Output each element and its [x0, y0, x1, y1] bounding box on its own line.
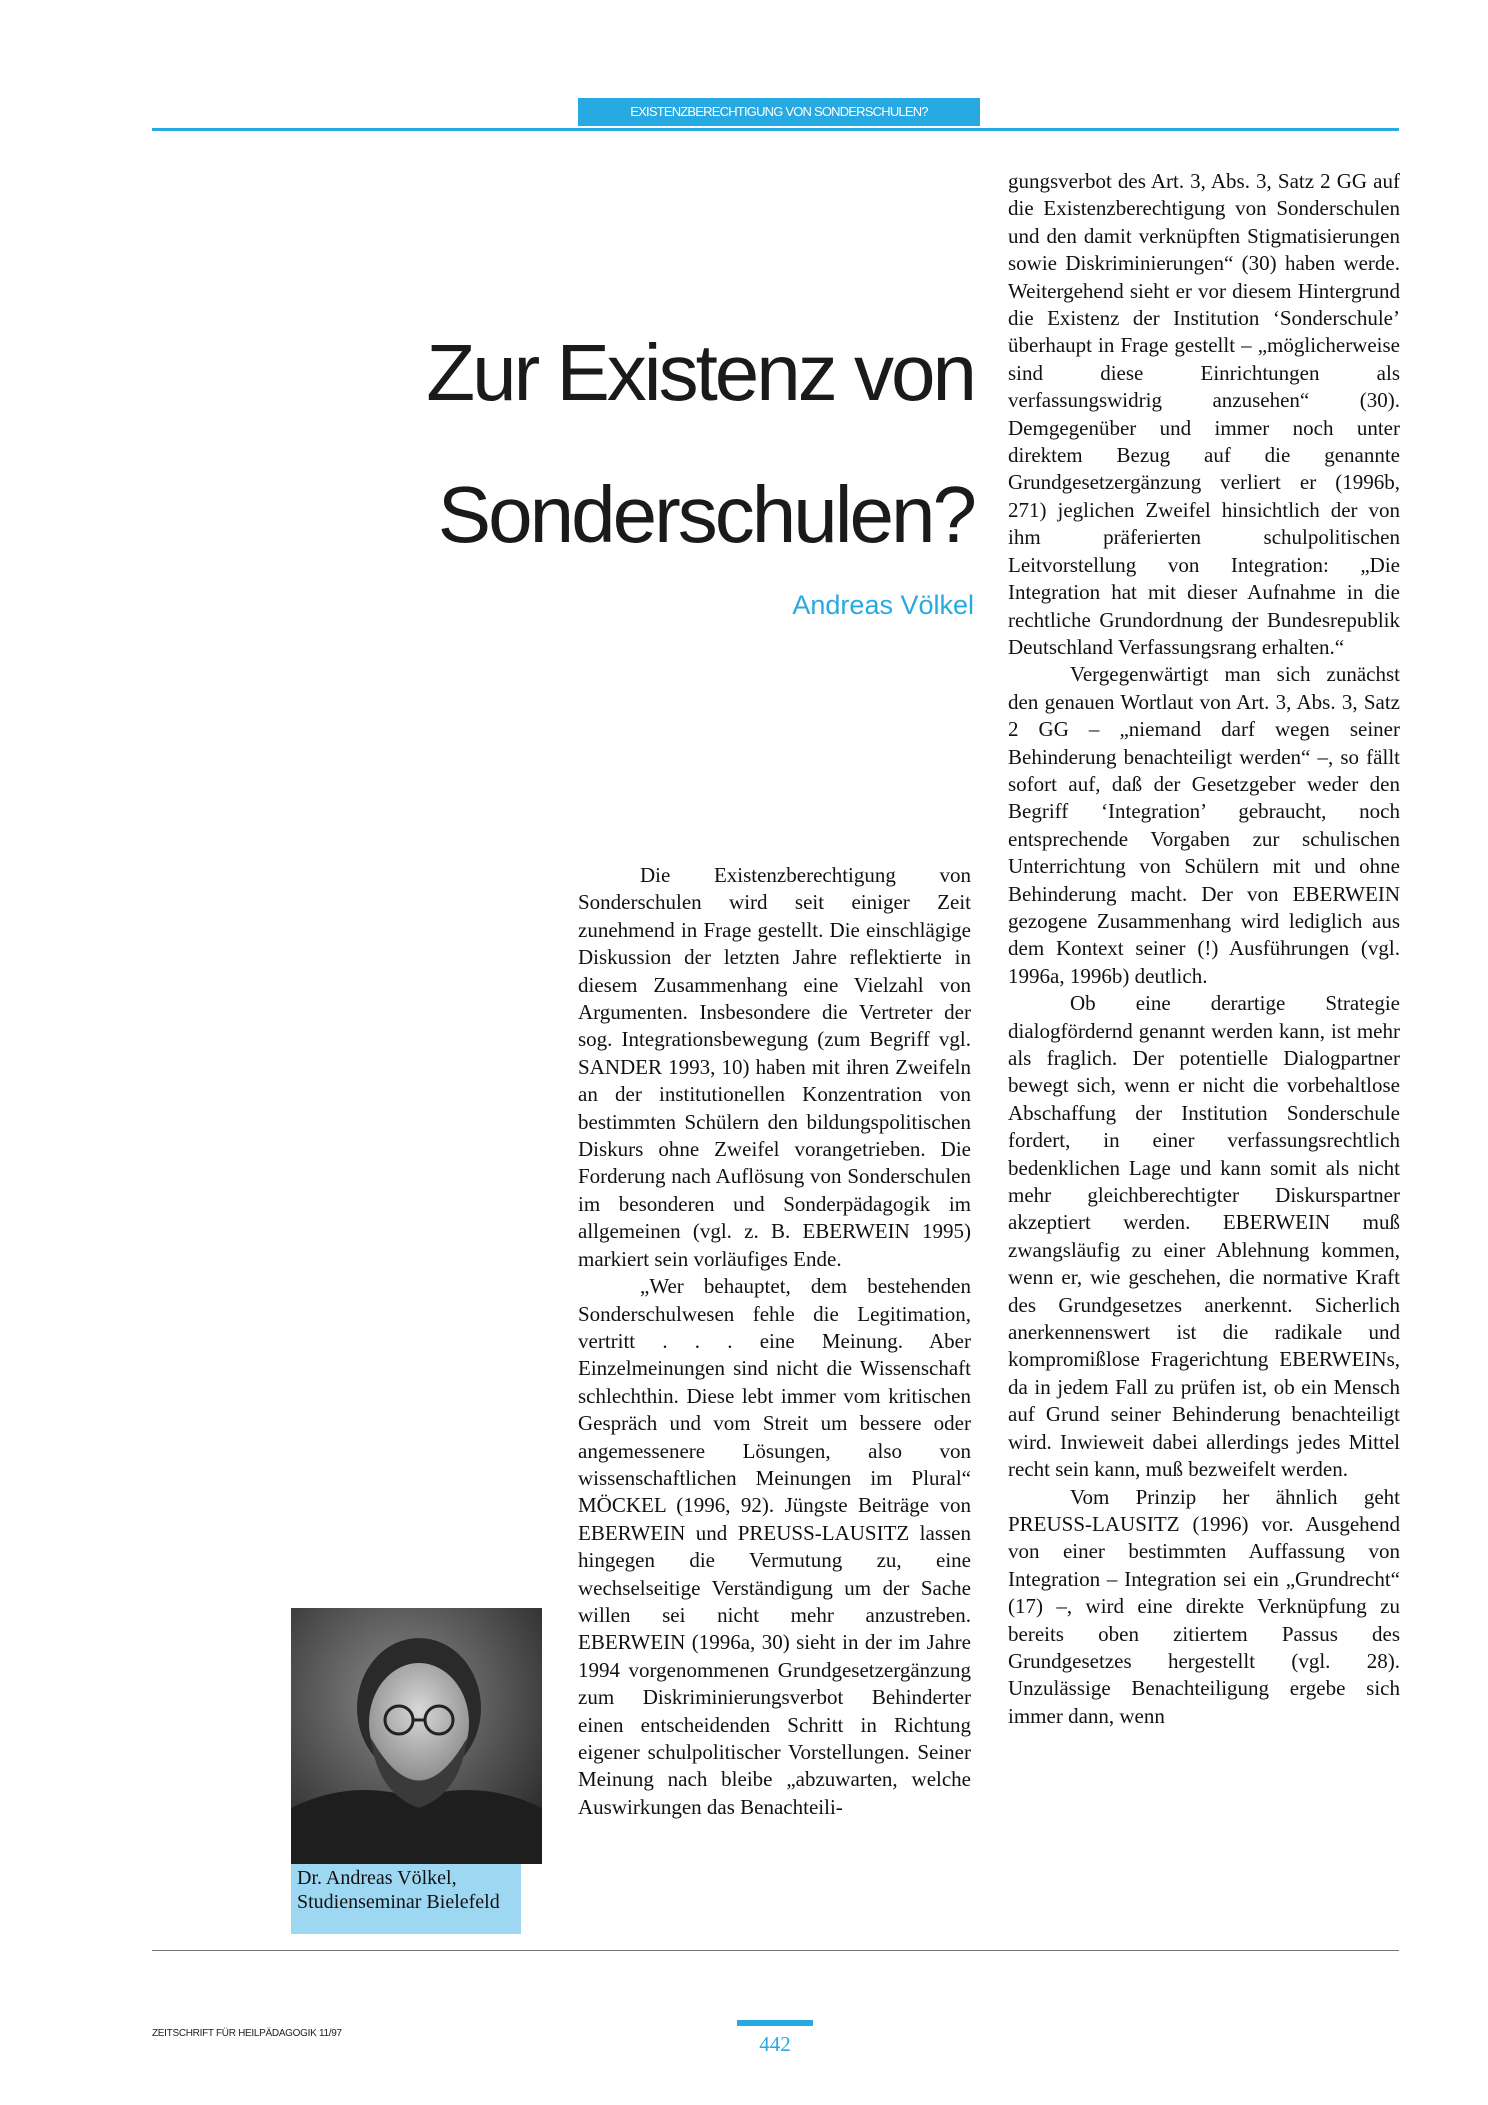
author-name: Andreas Völkel	[792, 590, 974, 620]
paragraph: Die Existenzberechtigung von Sonderschulen wird seit einiger Zeit zunehmend in Frage gestellt. Die einschlägige Diskussion der letzten Jahre reflektierte in diesem Zusammenhang eine Vielzahl von Argumenten. Insbesondere die Vertreter der sog. Integrationsbewegung (zum Begriff vgl. SANDER 1993, 10) haben mit ihren Zweifeln an der institutionellen Konzentration von bestimmten Schülern den bildungspolitischen Diskurs ohne Zweifel vorangetrieben. Die Forderung nach Auflösung von Sonderschulen im besonderen und Sonderpädagogik im allgemeinen (vgl. z. B. EBERWEIN 1995) markiert sein vorläufiges Ende.	[578, 863, 971, 1271]
caption-line-2: Studienseminar Bielefeld	[297, 1891, 500, 1913]
author-photo	[291, 1608, 542, 1864]
article-title	[200, 302, 974, 586]
running-header: EXISTENZBERECHTIGUNG VON SONDERSCHULEN?	[578, 98, 980, 126]
page-number: 442	[759, 2032, 791, 2056]
title-line-2: Sonderschulen?	[437, 470, 974, 559]
column-middle	[578, 862, 971, 1821]
paragraph: Vergegenwärtigt man sich zunächst den genauen Wortlaut von Art. 3, Abs. 3, Satz 2 GG – „niemand darf wegen seiner Behinderung benachteiligt werden“ –, so fällt sofort auf, daß der Gesetzgeber weder den Begriff ‘Integration’ gebraucht, noch entsprechende Vorgaben zur schulischen Unterrichtung von Schülern mit und ohne Behinderung macht. Der von EBERWEIN gezogene Zusammenhang wird lediglich aus dem Kontext seiner (!) Ausführungen (vgl. 1996a, 1996b) deutlich.	[1008, 662, 1400, 988]
page-number-bar	[737, 2020, 813, 2026]
footer-rule	[152, 1950, 1399, 1951]
paragraph: Ob eine derartige Strategie dialogfördernd genannt werden kann, ist mehr als fraglich. Der potentielle Dialogpartner bewegt sich, wenn er nicht die vorbehaltlose Abschaffung der Institution Sonderschule fordert, in einer verfassungsrechtlich bedenklichen Lage und kann somit als nicht mehr gleichberechtigter Diskurspartner akzeptiert werden. EBERWEIN muß zwangsläufig zu einer Ablehnung kommen, wenn er, wie geschehen, die normative Kraft des Grundgesetzes anerkennt. Sicherlich anerkennenswert ist die radikale und kompromißlose Fragerichtung EBERWEINs, da in jedem Fall zu prüfen ist, ob ein Mensch auf Grund seiner Behinderung benachteiligt wird. Inwieweit dabei allerdings jedes Mittel recht sein kann, muß bezweifelt werden.	[1008, 991, 1400, 1482]
paragraph: „Wer behauptet, dem bestehenden Sonderschulwesen fehle die Legitimation, vertritt . . . eine Meinung. Aber Einzelmeinungen sind nicht die Wissenschaft schlechthin. Diese lebt immer vom kritischen Gespräch und vom Streit um bessere oder angemessenere Lösungen, also von wissenschaftlichen Meinungen im Plural“ MÖCKEL (1996, 92). Jüngste Beiträge von EBERWEIN und PREUSS-LAUSITZ lassen hingegen die Vermutung zu, eine wechselseitige Verständigung um der Sache willen sei nicht mehr anzustreben. EBERWEIN (1996a, 30) sieht in der im Jahre 1994 vorgenommenen Grundgesetzergänzung zum Diskriminierungsverbot Behinderter einen entscheidenden Schritt in Richtung eigener schulpolitischer Vorstellungen. Seiner Meinung nach bleibe „abzuwarten, welche Auswirkungen das Benachteili-	[578, 1274, 971, 1819]
caption-line-1: Dr. Andreas Völkel,	[297, 1867, 457, 1889]
portrait-image	[291, 1608, 542, 1864]
column-right	[1008, 168, 1400, 1730]
paragraph: Vom Prinzip her ähnlich geht PREUSS-LAUSITZ (1996) vor. Ausgehend von einer bestimmten Auffassung von Integration – Integration sei ein „Grundrecht“ (17) –, wird eine direkte Verknüpfung zu bereits oben zitiertem Passus des Grundgesetzes hergestellt (vgl. 28). Unzulässige Benachteiligung ergebe sich immer dann, wenn	[1008, 1484, 1400, 1728]
title-line-1: Zur Existenz von	[426, 328, 974, 417]
photo-caption	[291, 1864, 521, 1934]
journal-footer: ZEITSCHRIFT FÜR HEILPÄDAGOGIK 11/97	[152, 2028, 342, 2039]
header-rule	[152, 128, 1399, 131]
paragraph: gungsverbot des Art. 3, Abs. 3, Satz 2 GG auf die Existenzberechtigung von Sonderschulen und den damit verknüpften Stigmatisierungen sowie Diskriminierungen“ (30) haben werde. Weitergehend sieht er vor diesem Hintergrund die Existenz der Institution ‘Sonderschule’ überhaupt in Frage gestellt – „möglicherweise sind diese Einrichtungen als verfassungswidrig anzusehen“ (30). Demgegenüber und immer noch unter direktem Bezug auf die genannte Grundgesetzergänzung verliert er (1996b, 271) jeglichen Zweifel hinsichtlich der von ihm präferierten schulpolitischen Leitvorstellung von Integration: „Die Integration hat mit dieser Aufnahme in die rechtliche Grundordnung der Bundesrepublik Deutschland Verfassungsrang erhalten.“	[1008, 169, 1400, 659]
